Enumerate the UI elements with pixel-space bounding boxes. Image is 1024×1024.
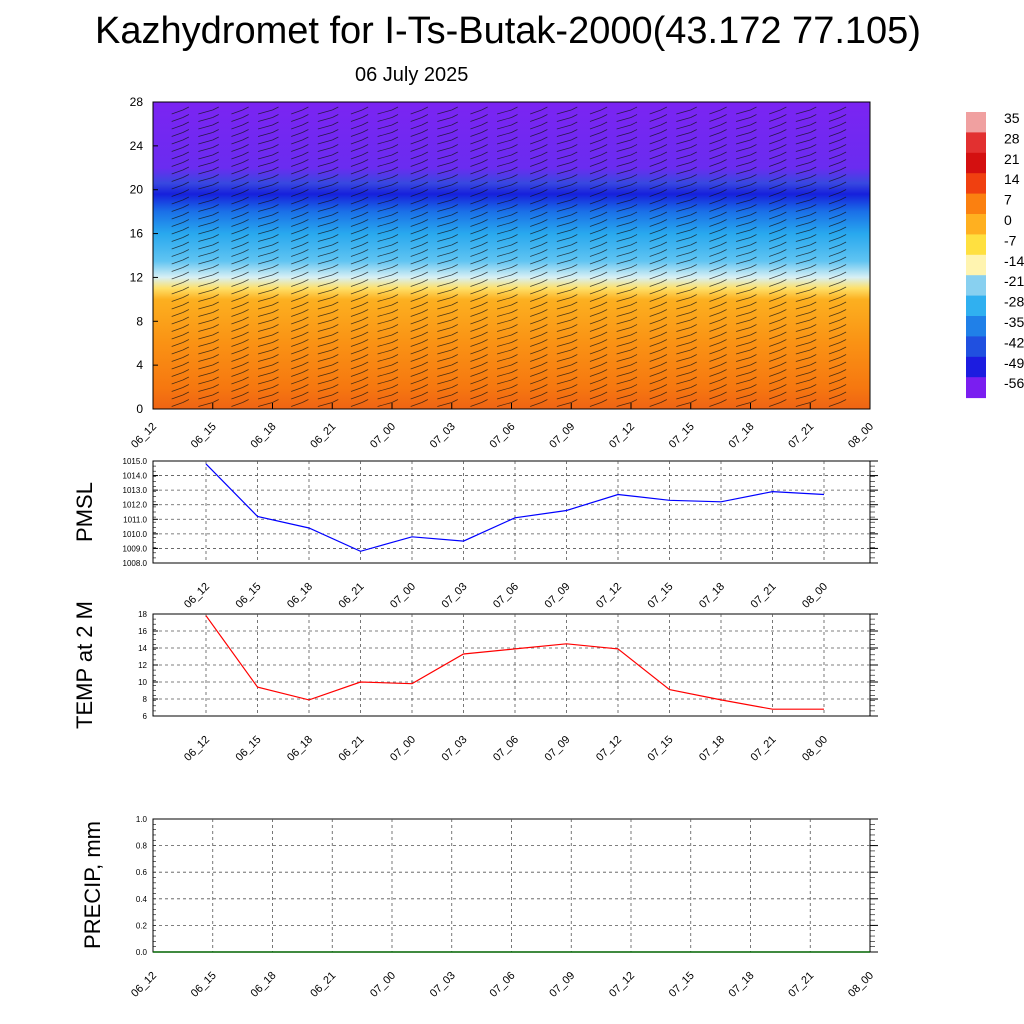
colorbar-swatch bbox=[966, 275, 986, 296]
colorbar-label: 14 bbox=[1004, 171, 1020, 188]
x-tick-label: 06_15 bbox=[188, 969, 219, 1000]
colorbar-swatch bbox=[966, 316, 986, 337]
x-tick-label: 07_21 bbox=[748, 733, 779, 764]
colorbar-label: 0 bbox=[1004, 212, 1012, 228]
y-tick-label: 4 bbox=[136, 358, 143, 373]
x-tick-label: 06_18 bbox=[285, 580, 316, 611]
x-tick-label: 07_21 bbox=[786, 969, 817, 1000]
x-tick-label: 08_00 bbox=[800, 733, 831, 764]
x-tick-label: 06_21 bbox=[308, 420, 339, 451]
y-tick-label: 1013.0 bbox=[122, 486, 147, 496]
y-tick-label: 12 bbox=[138, 661, 147, 670]
colorbar-swatch bbox=[966, 173, 986, 194]
x-tick-label: 07_00 bbox=[368, 969, 399, 1000]
x-tick-label: 07_15 bbox=[666, 969, 697, 1000]
colorbar-label: -14 bbox=[1004, 252, 1024, 269]
colorbar-swatch bbox=[966, 194, 986, 215]
pmsl-panel bbox=[72, 457, 878, 611]
y-tick-label: 14 bbox=[138, 644, 147, 653]
x-tick-label: 07_12 bbox=[594, 580, 625, 611]
colorbar-label: -7 bbox=[1004, 232, 1017, 249]
x-tick-label: 07_00 bbox=[368, 420, 399, 451]
colorbar-label: -49 bbox=[1004, 354, 1024, 371]
chart-subtitle: 06 July 2025 bbox=[355, 64, 469, 86]
colorbar-label: -42 bbox=[1004, 334, 1024, 351]
y-tick-label: 1008.0 bbox=[122, 559, 147, 568]
x-tick-label: 07_18 bbox=[726, 969, 757, 1000]
x-tick-label: 07_15 bbox=[645, 733, 676, 764]
y-tick-label: 16 bbox=[129, 226, 143, 241]
colorbar-swatch bbox=[966, 255, 986, 276]
colorbar-label: 21 bbox=[1004, 150, 1020, 167]
colorbar-label: 28 bbox=[1004, 130, 1020, 147]
x-tick-label: 07_12 bbox=[594, 733, 625, 764]
x-tick-label: 07_15 bbox=[645, 580, 676, 611]
x-tick-label: 06_21 bbox=[336, 733, 367, 764]
colorbar bbox=[966, 110, 1024, 398]
temp-panel bbox=[72, 601, 878, 764]
y-tick-label: 0.2 bbox=[135, 921, 147, 931]
y-tick-label: 12 bbox=[129, 270, 143, 285]
y-tick-label: 1010.0 bbox=[122, 529, 147, 539]
series-line bbox=[206, 464, 824, 551]
y-tick-label: 1015.0 bbox=[122, 457, 147, 466]
x-tick-label: 07_06 bbox=[491, 733, 522, 764]
y-tick-label: 1014.0 bbox=[122, 471, 147, 481]
y-tick-label: 10 bbox=[138, 678, 147, 687]
x-tick-label: 07_12 bbox=[607, 969, 638, 1000]
x-tick-label: 07_03 bbox=[427, 969, 458, 1000]
y-tick-label: 24 bbox=[129, 138, 143, 153]
x-tick-label: 08_00 bbox=[800, 580, 831, 611]
colorbar-swatch bbox=[966, 153, 986, 174]
y-tick-label: 8 bbox=[142, 695, 147, 704]
x-tick-label: 07_03 bbox=[439, 733, 470, 764]
upper-air-panel bbox=[129, 95, 876, 451]
x-tick-label: 07_06 bbox=[487, 969, 518, 1000]
colorbar-label: -35 bbox=[1004, 314, 1024, 330]
x-tick-label: 07_00 bbox=[388, 733, 419, 764]
colorbar-label: 7 bbox=[1004, 191, 1012, 208]
x-tick-label: 06_21 bbox=[308, 969, 339, 1000]
x-tick-label: 06_15 bbox=[233, 733, 264, 764]
x-tick-label: 07_15 bbox=[666, 420, 697, 451]
colorbar-swatch bbox=[966, 214, 986, 235]
colorbar-swatch bbox=[966, 377, 986, 398]
y-axis-label: PMSL bbox=[72, 482, 97, 542]
x-tick-label: 06_12 bbox=[129, 420, 160, 451]
x-tick-label: 08_00 bbox=[846, 420, 877, 451]
y-tick-label: 0.6 bbox=[135, 868, 147, 878]
plot-frame bbox=[153, 614, 870, 716]
colorbar-swatch bbox=[966, 132, 986, 153]
y-tick-label: 1011.0 bbox=[123, 515, 147, 525]
x-tick-label: 07_18 bbox=[726, 420, 757, 451]
y-tick-label: 1012.0 bbox=[122, 500, 147, 510]
colorbar-swatch bbox=[966, 357, 986, 378]
x-tick-label: 06_15 bbox=[188, 420, 219, 451]
x-tick-label: 07_09 bbox=[547, 420, 578, 451]
colorbar-label: -28 bbox=[1004, 293, 1024, 310]
x-tick-label: 07_09 bbox=[542, 580, 573, 611]
x-tick-label: 07_21 bbox=[786, 420, 817, 451]
x-tick-label: 06_18 bbox=[248, 969, 279, 1000]
x-tick-label: 07_12 bbox=[607, 420, 638, 451]
y-axis-label: PRECIP, mm bbox=[80, 821, 105, 949]
x-tick-label: 06_18 bbox=[285, 733, 316, 764]
plot-frame bbox=[153, 461, 870, 563]
x-tick-label: 07_18 bbox=[697, 580, 728, 611]
x-tick-label: 07_03 bbox=[427, 420, 458, 451]
y-tick-label: 0.4 bbox=[135, 894, 147, 904]
x-tick-label: 06_15 bbox=[233, 580, 264, 611]
colorbar-label: 35 bbox=[1004, 110, 1020, 126]
y-tick-label: 0.0 bbox=[135, 948, 147, 957]
colorbar-swatch bbox=[966, 112, 986, 133]
x-tick-label: 07_06 bbox=[491, 580, 522, 611]
x-tick-label: 06_18 bbox=[248, 420, 279, 451]
y-tick-label: 1.0 bbox=[135, 815, 147, 824]
x-tick-label: 07_00 bbox=[388, 580, 419, 611]
x-tick-label: 06_12 bbox=[182, 733, 213, 764]
y-tick-label: 0.8 bbox=[135, 841, 147, 851]
precip-panel bbox=[80, 815, 878, 1000]
x-tick-label: 07_09 bbox=[547, 969, 578, 1000]
colorbar-label: -56 bbox=[1004, 375, 1024, 392]
y-tick-label: 6 bbox=[142, 712, 147, 721]
page-title: Kazhydromet for I-Ts-Butak-2000(43.172 77.105) bbox=[95, 10, 921, 52]
y-tick-label: 28 bbox=[129, 95, 143, 109]
x-tick-label: 06_12 bbox=[129, 969, 160, 1000]
y-tick-label: 18 bbox=[138, 610, 147, 619]
x-tick-label: 07_03 bbox=[439, 580, 470, 611]
x-tick-label: 07_06 bbox=[487, 420, 518, 451]
colorbar-label: -21 bbox=[1004, 273, 1024, 290]
y-axis-label: TEMP at 2 M bbox=[72, 601, 97, 729]
y-tick-label: 20 bbox=[129, 182, 143, 197]
y-tick-label: 8 bbox=[136, 314, 143, 329]
y-tick-label: 0 bbox=[136, 402, 143, 416]
x-tick-label: 07_18 bbox=[697, 733, 728, 764]
x-tick-label: 08_00 bbox=[846, 969, 877, 1000]
x-tick-label: 06_12 bbox=[182, 580, 213, 611]
colorbar-swatch bbox=[966, 234, 986, 255]
x-tick-label: 06_21 bbox=[336, 580, 367, 611]
colorbar-swatch bbox=[966, 296, 986, 317]
x-tick-label: 07_21 bbox=[748, 580, 779, 611]
x-tick-label: 07_09 bbox=[542, 733, 573, 764]
y-tick-label: 16 bbox=[138, 627, 147, 636]
y-tick-label: 1009.0 bbox=[122, 544, 147, 554]
colorbar-swatch bbox=[966, 336, 986, 357]
